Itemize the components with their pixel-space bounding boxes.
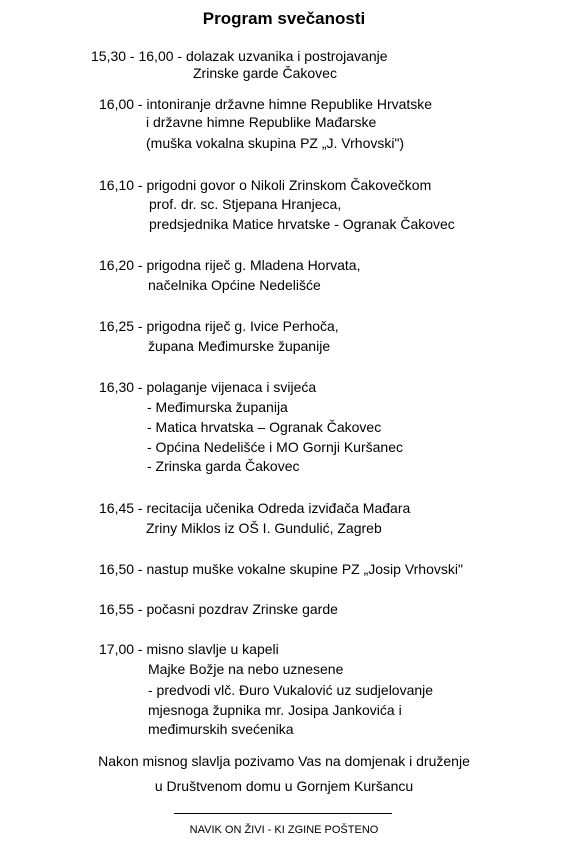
program-line: Majke Božje na nebo uznesene bbox=[148, 661, 344, 677]
program-line: mjesnoga župnika mr. Josipa Jankovića i bbox=[148, 702, 402, 718]
program-line: predsjednika Matice hrvatske - Ogranak Čakovec bbox=[149, 216, 455, 232]
program-line: 16,10 - prigodni govor o Nikoli Zrinskom Čakovečkom bbox=[99, 177, 432, 193]
program-line: 16,00 - intoniranje državne himne Republike Hrvatske bbox=[99, 96, 433, 112]
closing-invitation: Nakon misnog slavlja pozivamo Vas na domjenak i druženje bbox=[98, 753, 470, 769]
program-line: župana Međimurske županije bbox=[148, 338, 331, 354]
program-line: 16,30 - polaganje vijenaca i svijeća bbox=[99, 379, 317, 395]
program-line: 15,30 - 16,00 - dolazak uzvanika i postrojavanje bbox=[91, 48, 388, 64]
program-line: 17,00 - misno slavlje u kapeli bbox=[99, 641, 279, 657]
program-line: 16,25 - prigodna riječ g. Ivice Perhoča, bbox=[99, 318, 339, 334]
program-line: 16,20 - prigodna riječ g. Mladena Horvata, bbox=[99, 257, 361, 273]
program-line: prof. dr. sc. Stjepana Hranjeca, bbox=[149, 196, 342, 212]
page-title: Program svečanosti bbox=[202, 9, 366, 28]
program-line: 16,55 - počasni pozdrav Zrinske garde bbox=[99, 601, 338, 617]
program-line: (muška vokalna skupina PZ „J. Vrhovski") bbox=[146, 135, 405, 151]
divider-line bbox=[174, 813, 392, 814]
program-line: - Međimurska županija bbox=[147, 399, 288, 415]
program-line: i državne himne Republike Mađarske bbox=[146, 114, 377, 130]
closing-location: u Društvenom domu u Gornjem Kuršancu bbox=[154, 778, 414, 794]
program-line: načelnika Općine Nedelišće bbox=[148, 277, 321, 293]
program-line: 16,50 - nastup muške vokalne skupine PZ „Josip Vrhovski" bbox=[99, 561, 463, 577]
program-line: 16,45 - recitacija učenika Odreda izviđača Mađara bbox=[99, 500, 411, 516]
program-line: Zrinske garde Čakovec bbox=[193, 65, 337, 81]
program-line: međimurskih svećenika bbox=[148, 721, 294, 737]
program-line: - Zrinska garda Čakovec bbox=[147, 458, 300, 474]
program-line: - Općina Nedelišće i MO Gornji Kuršanec bbox=[147, 439, 403, 455]
program-line: Zriny Miklos iz OŠ I. Gundulić, Zagreb bbox=[146, 520, 382, 536]
program-line: - Matica hrvatska – Ogranak Čakovec bbox=[147, 419, 382, 435]
motto: NAVIK ON ŽIVI - KI ZGINE POŠTENO bbox=[189, 824, 379, 836]
program-line: - predvodi vlč. Đuro Vukalović uz sudjelovanje bbox=[148, 682, 434, 698]
